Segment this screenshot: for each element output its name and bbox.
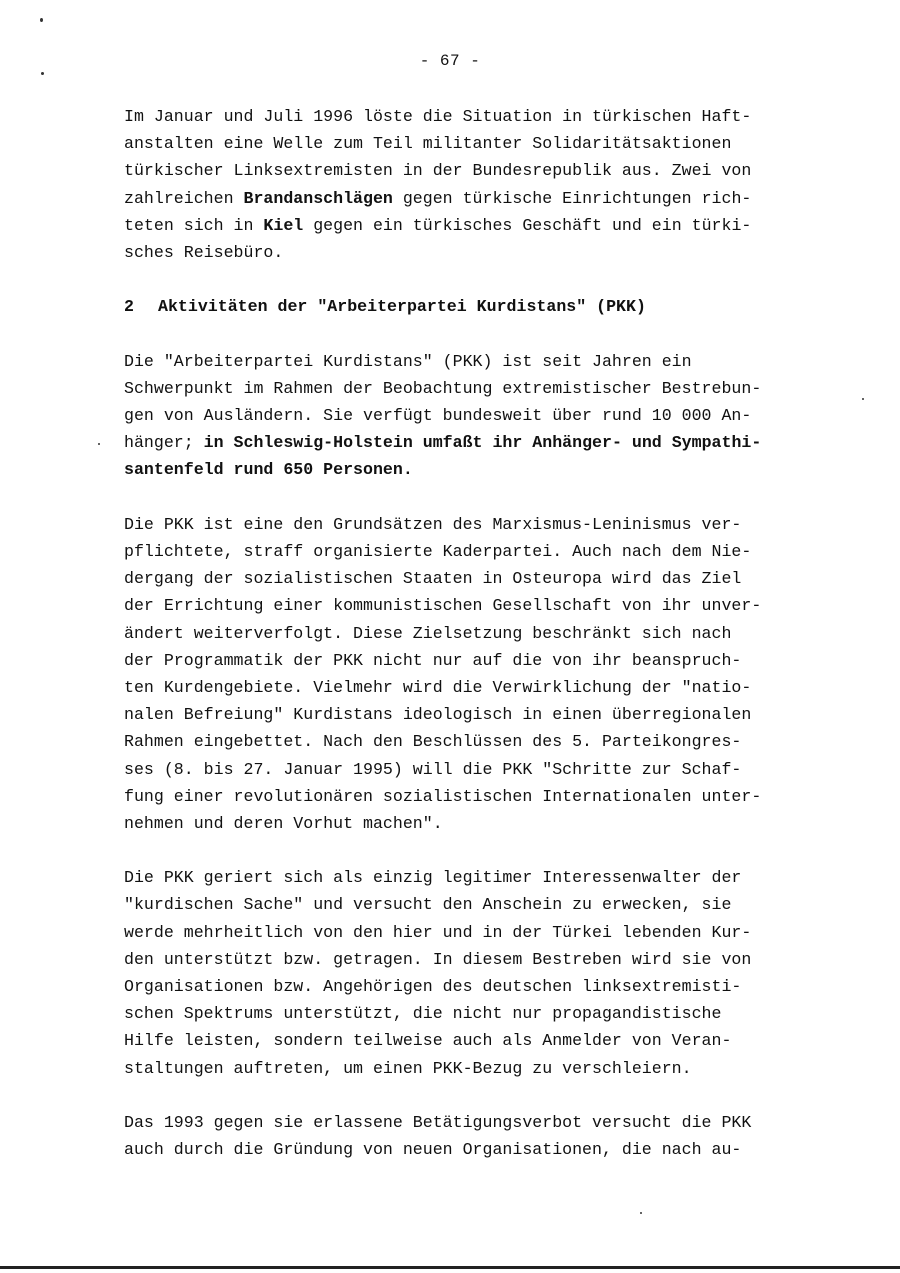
text-line: Die "Arbeiterpartei Kurdistans" (PKK) ist seit Jahren ein [124, 351, 692, 371]
text-line: dergang der sozialistischen Staaten in Osteuropa wird das Ziel [124, 569, 742, 589]
text-line: den unterstützt bzw. getragen. In diesem Bestreben wird sie von [124, 949, 752, 969]
text-line [124, 456, 844, 483]
paragraph-3 [124, 511, 844, 837]
section-title: Aktivitäten der "Arbeiterpartei Kurdistans" (PKK) [158, 297, 646, 317]
scan-speck [862, 398, 864, 400]
scan-speck [41, 72, 44, 75]
text-line: pflichtete, straff organisierte Kaderpartei. Auch nach dem Nie- [124, 542, 752, 561]
bottom-edge-rule [0, 1266, 900, 1269]
text-line: fung einer revolutionären sozialistischen Internationalen unter- [124, 786, 762, 806]
text-line: "kurdischen Sache" und versucht den Anschein zu erwecken, sie [124, 895, 732, 915]
bold-text: santenfeld rund 650 Personen. [124, 460, 413, 480]
document-body [124, 103, 844, 1163]
section-heading [124, 293, 844, 320]
text-line: Die PKK ist eine den Grundsätzen des Marxismus-Leninismus ver- [124, 514, 742, 534]
text-line: Das 1993 gegen sie erlassene Betätigungsverbot versucht die PKK [124, 1112, 752, 1132]
text-line: teten sich in Kiel gegen ein türkisches Geschäft und ein türki- [124, 215, 752, 235]
scan-speck [640, 1212, 642, 1214]
text-line: zahlreichen Brandanschlägen gegen türkische Einrichtungen rich- [124, 188, 752, 208]
text-line: Rahmen eingebettet. Nach den Beschlüssen des 5. Parteikongres- [124, 732, 742, 752]
text-line: türkischer Linksextremisten in der Bundesrepublik aus. Zwei von [124, 161, 752, 181]
text-line: gen von Ausländern. Sie verfügt bundesweit über rund 10 000 An- [124, 406, 752, 426]
text-line: sches Reisebüro. [124, 242, 284, 262]
text-line: Hilfe leisten, sondern teilweise auch als Anmelder von Veran- [124, 1031, 732, 1051]
paragraph-1 [124, 103, 844, 266]
text-line: Im Januar und Juli 1996 löste die Situation in türkischen Haft- [124, 107, 752, 126]
bold-text: in Schleswig-Holstein umfaßt ihr Anhänger- und Sympathi- [203, 433, 762, 453]
paragraph-2 [124, 348, 844, 484]
text-line: anstalten eine Welle zum Teil militanter Solidaritätsaktionen [124, 134, 732, 154]
page-number: - 67 - [419, 52, 481, 70]
text-line: ten Kurdengebiete. Vielmehr wird die Verwirklichung der "natio- [124, 677, 752, 697]
text-line: Die PKK geriert sich als einzig legitimer Interessenwalter der [124, 868, 742, 888]
text-line: Organisationen bzw. Angehörigen des deutschen linksextremisti- [124, 977, 742, 996]
text-line: ses (8. bis 27. Januar 1995) will die PKK "Schritte zur Schaf- [124, 759, 742, 779]
paragraph-4 [124, 864, 844, 1082]
text-line: der Programmatik der PKK nicht nur auf die von ihr beanspruch- [124, 650, 742, 670]
text-line: nalen Befreiung" Kurdistans ideologisch in einen überregionalen [124, 705, 752, 725]
text-line: Schwerpunkt im Rahmen der Beobachtung extremistischer Bestrebun- [124, 378, 762, 398]
text-line: auch durch die Gründung von neuen Organisationen, die nach au- [124, 1140, 742, 1160]
bold-term: Brandanschlägen [243, 188, 393, 208]
section-number: 2 [124, 297, 134, 317]
text-line: werde mehrheitlich von den hier und in der Türkei lebenden Kur- [124, 922, 752, 942]
text-line: staltungen auftreten, um einen PKK-Bezug zu verschleiern. [124, 1058, 692, 1078]
text-line: schen Spektrums unterstützt, die nicht nur propagandistische [124, 1004, 722, 1024]
scan-speck [40, 18, 43, 22]
text-line: hänger; in Schleswig-Holstein umfaßt ihr Anhänger- und Sympathi- [124, 433, 762, 453]
text-line: der Errichtung einer kommunistischen Gesellschaft von ihr unver- [124, 596, 762, 616]
paragraph-5 [124, 1109, 844, 1163]
bold-term: Kiel [263, 215, 304, 235]
text-line: nehmen und deren Vorhut machen". [124, 813, 443, 833]
scan-speck [98, 443, 100, 445]
text-line: ändert weiterverfolgt. Diese Zielsetzung beschränkt sich nach [124, 623, 732, 643]
